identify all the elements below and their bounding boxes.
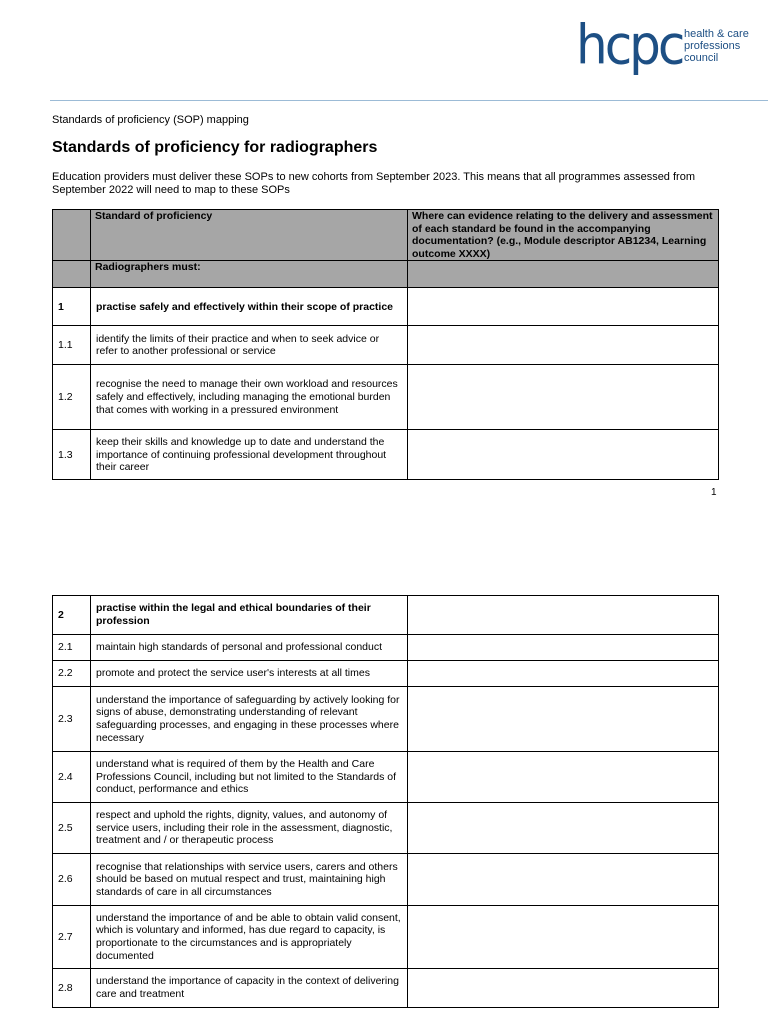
evidence-field[interactable] xyxy=(408,969,719,1008)
table-row xyxy=(53,969,719,1008)
table-row xyxy=(53,854,719,906)
logo-tagline-line: health & care xyxy=(684,28,749,40)
evidence-field[interactable] xyxy=(408,288,719,326)
table-row xyxy=(53,661,719,687)
evidence-field[interactable] xyxy=(408,635,719,661)
standard-text: identify the limits of their practice and when to seek advice or refer to another professional or service xyxy=(91,326,408,365)
standard-text: understand what is required of them by the Health and Care Professions Council, including but not limited to the Standards of conduct, performance and ethics xyxy=(91,752,408,803)
standard-number: 2.8 xyxy=(53,969,91,1008)
table-row xyxy=(53,365,719,430)
evidence-field[interactable] xyxy=(408,906,719,969)
evidence-field[interactable] xyxy=(408,803,719,854)
standard-number: 2 xyxy=(53,596,91,635)
standard-text: practise safely and effectively within their scope of practice xyxy=(91,288,408,326)
standard-number: 1 xyxy=(53,288,91,326)
standard-number: 2.6 xyxy=(53,854,91,906)
standard-text: understand the importance of capacity in the context of delivering care and treatment xyxy=(91,969,408,1008)
evidence-field[interactable] xyxy=(408,752,719,803)
evidence-field[interactable] xyxy=(408,430,719,480)
document-title: Standards of proficiency for radiographers xyxy=(52,139,378,156)
subheader-label: Radiographers must: xyxy=(91,261,408,288)
standard-text: promote and protect the service user's interests at all times xyxy=(91,661,408,687)
table-row xyxy=(53,326,719,365)
standard-number: 1.3 xyxy=(53,430,91,480)
standard-number: 2.7 xyxy=(53,906,91,969)
standard-number: 2.1 xyxy=(53,635,91,661)
table-header-row xyxy=(53,210,719,261)
intro-paragraph: Education providers must deliver these SOPs to new cohorts from September 2023. This means that all programmes assessed from September 2022 will need to map to these SOPs xyxy=(52,171,695,196)
standard-number: 2.4 xyxy=(53,752,91,803)
header-num-cell xyxy=(53,210,91,261)
table-row xyxy=(53,906,719,969)
standard-text: respect and uphold the rights, dignity, values, and autonomy of service users, including their role in the assessment, diagnostic, treatment and / or therapeutic process xyxy=(91,803,408,854)
standard-text: understand the importance of safeguarding by actively looking for signs of abuse, demonstrating understanding of relevant safeguarding processes, and engaging in these processes where necessary xyxy=(91,687,408,752)
standard-text: recognise that relationships with service users, carers and others should be based on mutual respect and trust, maintaining high standards of care in all circumstances xyxy=(91,854,408,906)
subheader-num-cell xyxy=(53,261,91,288)
table-row xyxy=(53,635,719,661)
evidence-field[interactable] xyxy=(408,687,719,752)
evidence-field[interactable] xyxy=(408,365,719,430)
header-evidence: Where can evidence relating to the delivery and assessment of each standard be found in the accompanying documentation? (e.g., Module descriptor AB1234, Learning outcome XXXX) xyxy=(408,210,719,261)
header-divider xyxy=(50,100,768,101)
table-row xyxy=(53,752,719,803)
logo-mark: hcpc xyxy=(576,13,683,77)
logo-tagline xyxy=(684,28,768,64)
table-row xyxy=(53,596,719,635)
page-number: 1 xyxy=(711,487,717,498)
table-subheader-row xyxy=(53,261,719,288)
standard-number: 2.3 xyxy=(53,687,91,752)
subheader-evidence-cell xyxy=(408,261,719,288)
standard-number: 1.2 xyxy=(53,365,91,430)
header-standard: Standard of proficiency xyxy=(91,210,408,261)
logo-tagline-line: professions xyxy=(684,40,741,52)
standard-text: recognise the need to manage their own workload and resources safely and effectively, including managing the emotional burden that comes with working in a pressured environment xyxy=(91,365,408,430)
table-row xyxy=(53,687,719,752)
table-row xyxy=(53,288,719,326)
logo-tagline-line: council xyxy=(684,52,719,64)
standard-number: 1.1 xyxy=(53,326,91,365)
table-row xyxy=(53,803,719,854)
standard-text: keep their skills and knowledge up to date and understand the importance of continuing professional development throughout their career xyxy=(91,430,408,480)
sop-table-page-2 xyxy=(52,595,719,1008)
standard-number: 2.5 xyxy=(53,803,91,854)
table-row xyxy=(53,430,719,480)
document-subtitle: Standards of proficiency (SOP) mapping xyxy=(52,114,249,126)
standard-text: maintain high standards of personal and professional conduct xyxy=(91,635,408,661)
evidence-field[interactable] xyxy=(408,661,719,687)
standard-text: understand the importance of and be able to obtain valid consent, which is voluntary and informed, has due regard to capacity, is proportionate to the circumstances and is appropriately documented xyxy=(91,906,408,969)
evidence-field[interactable] xyxy=(408,596,719,635)
evidence-field[interactable] xyxy=(408,326,719,365)
evidence-field[interactable] xyxy=(408,854,719,906)
sop-table-page-1 xyxy=(52,209,719,480)
standard-number: 2.2 xyxy=(53,661,91,687)
standard-text: practise within the legal and ethical boundaries of their profession xyxy=(91,596,408,635)
